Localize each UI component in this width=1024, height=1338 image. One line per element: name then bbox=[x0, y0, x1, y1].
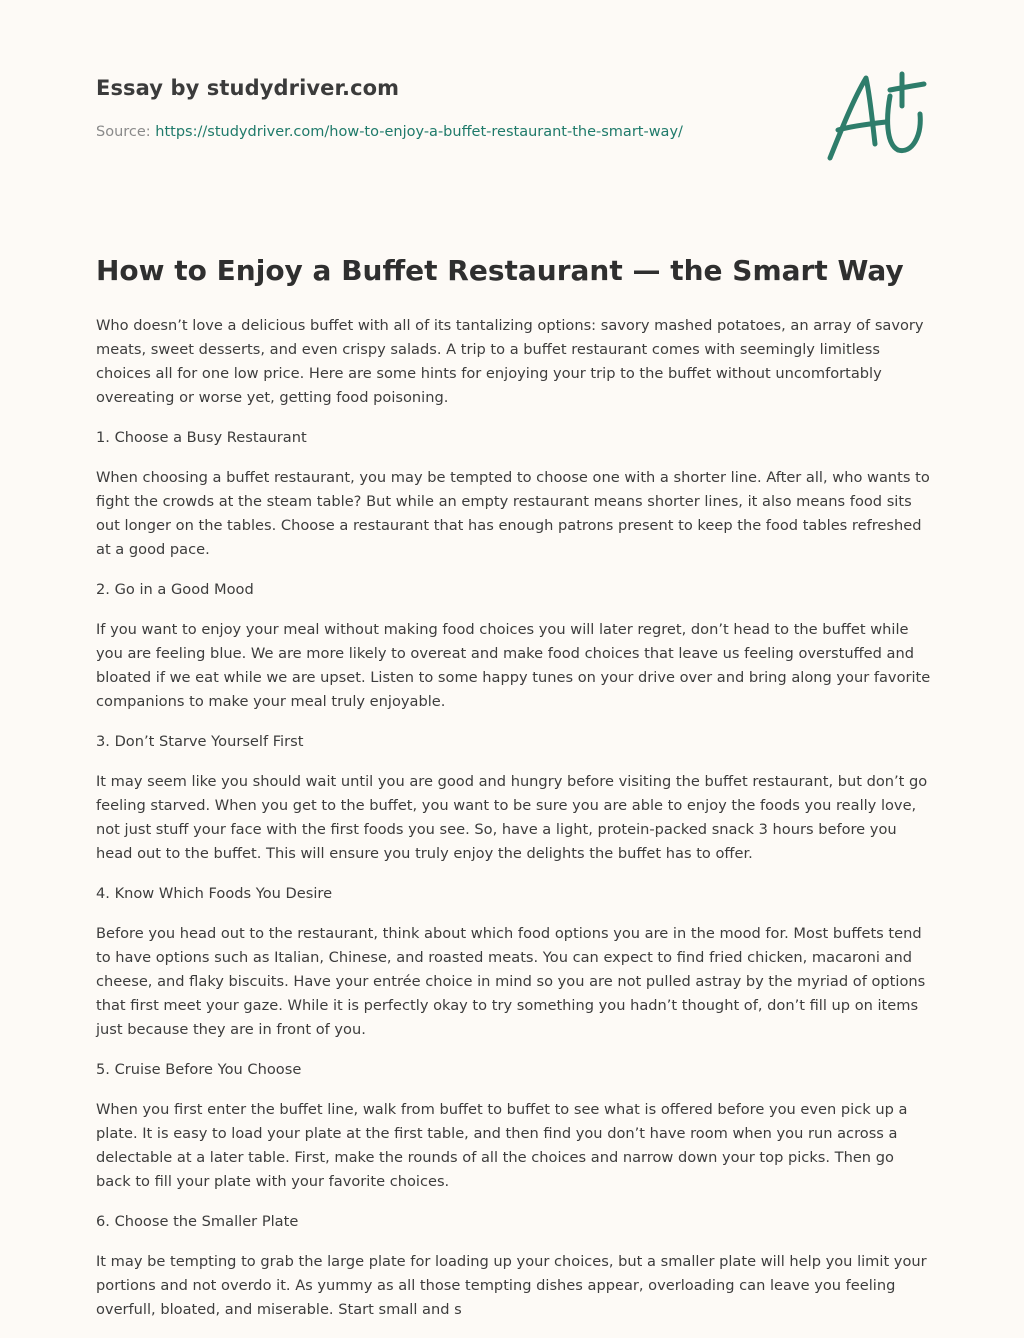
source-link[interactable]: https://studydriver.com/how-to-enjoy-a-buffet-restaurant-the-smart-way/ bbox=[155, 124, 683, 140]
section-heading: 4. Know Which Foods You Desire bbox=[96, 885, 333, 902]
section-heading: 6. Choose the Smaller Plate bbox=[96, 1213, 299, 1230]
body-paragraph: When choosing a buffet restaurant, you may be tempted to choose one with a shorter line. After all, who wants to fight the crowds at the steam table? But while an empty restaurant means shorter lines, it also means food sits out longer on the tables. Choose a restaurant that has enough patrons present to keep the food tables refreshed at a good pace. bbox=[96, 469, 930, 558]
intro-paragraph: Who doesn’t love a delicious buffet with all of its tantalizing options: savory mashed potatoes, an array of savory meats, sweet desserts, and even crispy salads. A trip to a buffet restaurant comes with seemingly limitless choices all for one low price. Here are some hints for enjoying your trip to the buffet without uncomfortably overeating or worse yet, getting food poisoning. bbox=[96, 317, 924, 406]
section-heading: 1. Choose a Busy Restaurant bbox=[96, 429, 307, 446]
a-plus-logo-icon bbox=[820, 66, 930, 166]
body-paragraph: It may be tempting to grab the large plate for loading up your choices, but a smaller plate will help you limit your portions and not overdo it. As yummy as all those tempting dishes appear, overloading can leave you feeling overfull, bloated, and miserable. Start small and s bbox=[96, 1253, 927, 1318]
section-heading: 3. Don’t Starve Yourself First bbox=[96, 733, 304, 750]
section-heading: 5. Cruise Before You Choose bbox=[96, 1061, 302, 1078]
body-paragraph: When you first enter the buffet line, walk from buffet to buffet to see what is offered before you even pick up a plate. It is easy to load your plate at the first table, and then find you don’t have room when you run across a delectable at a later table. First, make the rounds of all the choices and narrow down your top picks. Then go back to fill your plate with your favorite choices. bbox=[96, 1101, 908, 1190]
source-label: Source: bbox=[96, 124, 156, 140]
body-paragraph: If you want to enjoy your meal without making food choices you will later regret, don’t head to the buffet while you are feeling blue. We are more likely to overeat and make food choices that leave us feeling overstuffed and bloated if we eat while we are upset. Listen to some happy tunes on your drive over and bring along your favorite companions to make your meal truly enjoyable. bbox=[96, 621, 931, 710]
body-paragraph: Before you head out to the restaurant, think about which food options you are in the mood for. Most buffets tend to have options such as Italian, Chinese, and roasted meats. You can expect to find fried chicken, macaroni and cheese, and flaky biscuits. Have your entrée choice in mind so you are not pulled astray by the myriad of options that first meet your gaze. While it is perfectly okay to try something you hadn’t thought of, don’t fill up on items just because they are in front of you. bbox=[96, 925, 926, 1038]
source-line bbox=[96, 124, 683, 140]
body-paragraph: It may seem like you should wait until you are good and hungry before visiting the buffet restaurant, but don’t go feeling starved. When you get to the buffet, you want to be sure you are able to enjoy the foods you really love, not just stuff your face with the first foods you see. So, have a light, protein-packed snack 3 hours before you head out to the buffet. This will ensure you truly enjoy the delights the buffet has to offer. bbox=[96, 773, 928, 862]
section-heading: 2. Go in a Good Mood bbox=[96, 581, 254, 598]
essay-body bbox=[96, 314, 932, 1338]
essay-title: How to Enjoy a Buffet Restaurant — the Smart Way bbox=[96, 254, 904, 287]
header-title: Essay by studydriver.com bbox=[96, 76, 400, 100]
